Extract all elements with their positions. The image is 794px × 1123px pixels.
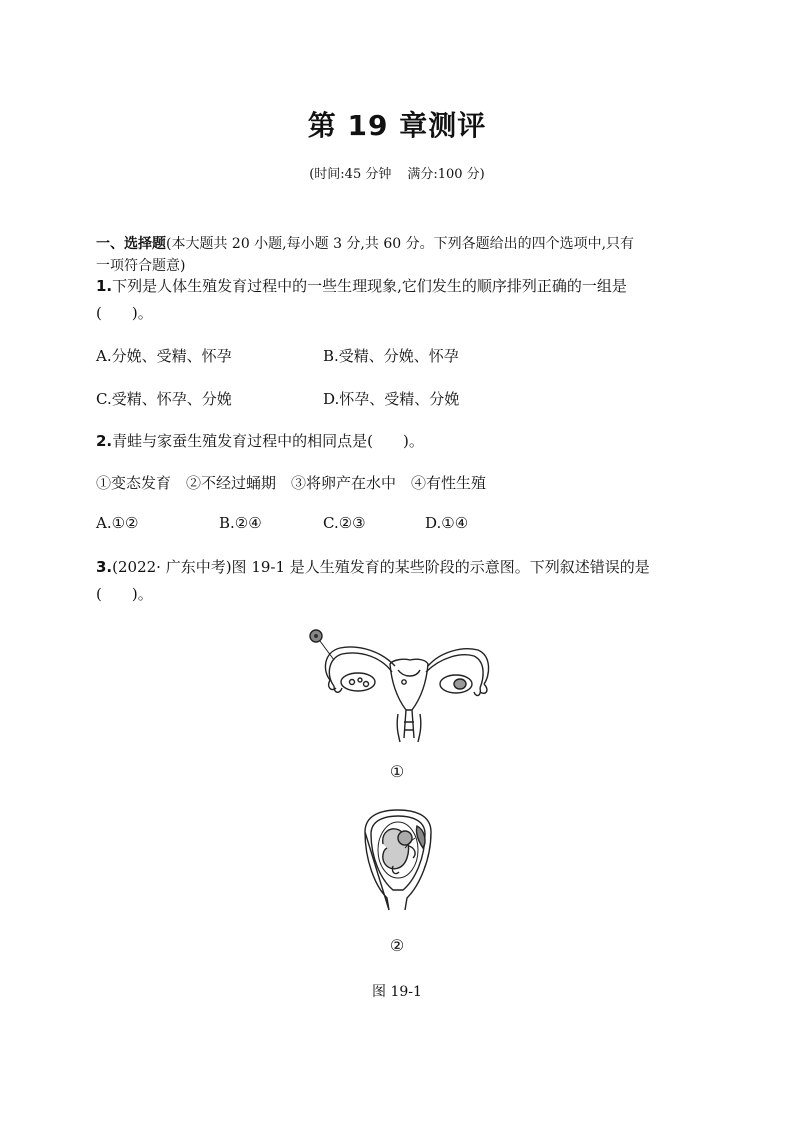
section-desc-line2: 一项符合题意) bbox=[96, 258, 186, 274]
question-2-items: ①变态发育 ②不经过蛹期 ③将卵产在水中 ④有性生殖 bbox=[96, 474, 487, 492]
question-3-stem bbox=[96, 556, 716, 578]
time-limit: (时间:45 分钟 bbox=[309, 167, 392, 182]
question-text: 下列是人体生殖发育过程中的一些生理现象,它们发生的顺序排列正确的一组是 bbox=[112, 277, 627, 295]
exam-info bbox=[0, 163, 794, 182]
reproductive-system-illustration bbox=[300, 622, 496, 744]
question-number: 2. bbox=[96, 432, 113, 450]
q1-option-a: A.分娩、受精、怀孕 bbox=[96, 347, 232, 365]
q1-option-b: B.受精、分娩、怀孕 bbox=[323, 347, 459, 365]
q2-option-d: D.①④ bbox=[425, 514, 469, 532]
q2-option-c: C.②③ bbox=[323, 514, 366, 532]
answer-blank: ( )。 bbox=[96, 585, 153, 603]
question-1-stem bbox=[96, 275, 716, 297]
question-text: 青蛙与家蚕生殖发育过程中的相同点是( )。 bbox=[112, 432, 424, 450]
q2-option-b: B.②④ bbox=[219, 514, 262, 532]
figure-caption: 图 19-1 bbox=[372, 984, 422, 1000]
section-heading bbox=[96, 233, 716, 255]
question-text: (2022· 广东中考)图 19-1 是人生殖发育的某些阶段的示意图。下列叙述错误的是 bbox=[112, 558, 650, 576]
question-2-stem bbox=[96, 430, 716, 452]
question-number: 1. bbox=[96, 277, 113, 295]
question-3-blank bbox=[96, 583, 716, 605]
figure-label-2: ② bbox=[389, 936, 405, 955]
full-score: 满分:100 分) bbox=[407, 167, 485, 182]
q1-option-d: D.怀孕、受精、分娩 bbox=[323, 390, 460, 408]
fetus-in-uterus-illustration bbox=[357, 808, 439, 912]
section-desc-line2-wrap bbox=[96, 255, 716, 277]
q1-option-c: C.受精、怀孕、分娩 bbox=[96, 390, 232, 408]
section-desc-line1: (本大题共 20 小题,每小题 3 分,共 60 分。下列各题给出的四个选项中,只有 bbox=[166, 236, 635, 252]
answer-blank: ( )。 bbox=[96, 304, 153, 322]
section-title: 一、选择题 bbox=[96, 236, 166, 252]
figure-label-1: ① bbox=[389, 762, 405, 781]
page-title: 第 19 章测评 bbox=[307, 109, 487, 142]
question-number: 3. bbox=[96, 558, 113, 576]
question-1-blank bbox=[96, 302, 716, 324]
q2-option-a: A.①② bbox=[96, 514, 139, 532]
